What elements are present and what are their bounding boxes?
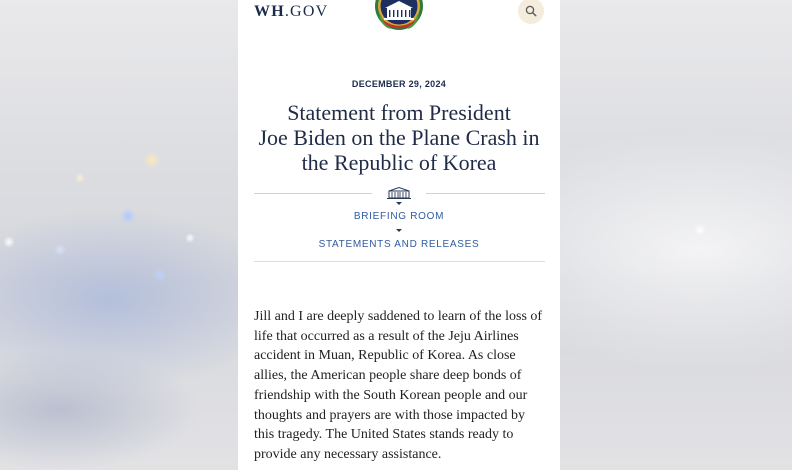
search-button[interactable] bbox=[518, 0, 544, 24]
title-line: Joe Biden on the Plane Crash in bbox=[258, 125, 540, 150]
body-line: Jill and I are deeply saddened to learn of the loss of bbox=[254, 309, 543, 324]
breadcrumb-statements-and-releases[interactable]: STATEMENTS AND RELEASES bbox=[318, 239, 480, 250]
search-icon bbox=[525, 5, 537, 17]
article-date: DECEMBER 29, 2024 bbox=[351, 79, 447, 89]
wh-gov-logo[interactable] bbox=[254, 3, 328, 21]
body-line: friendship with the South Korean people and our bbox=[254, 387, 528, 403]
body-line: this tragedy. The United States stands ready to bbox=[254, 427, 514, 443]
title-line: the Republic of Korea bbox=[301, 150, 497, 175]
body-line: allies, the American people share deep bonds of bbox=[254, 368, 522, 384]
body-line: life that occurred as a result of the Jeju Airlines bbox=[254, 328, 519, 344]
body-line: accident in Muan, Republic of Korea. As close bbox=[254, 348, 516, 364]
article-column bbox=[238, 0, 560, 470]
divider-line-right bbox=[426, 193, 545, 194]
chevron-down-icon bbox=[396, 202, 402, 205]
divider-line-left bbox=[254, 193, 372, 194]
logo-strong: WH bbox=[254, 3, 285, 20]
logo-light: .GOV bbox=[284, 3, 329, 20]
article-body bbox=[254, 307, 554, 465]
page-title bbox=[238, 100, 560, 175]
white-house-seal-icon[interactable] bbox=[374, 0, 424, 31]
body-line: thoughts and prayers are with those impacted by bbox=[254, 407, 525, 423]
breadcrumb-briefing-room[interactable]: BRIEFING ROOM bbox=[353, 211, 445, 222]
chevron-down-icon bbox=[396, 229, 402, 232]
body-line: provide any necessary assistance. bbox=[254, 446, 442, 462]
white-house-icon bbox=[386, 186, 412, 200]
title-line: Statement from President bbox=[287, 100, 511, 125]
header-divider bbox=[254, 261, 545, 262]
